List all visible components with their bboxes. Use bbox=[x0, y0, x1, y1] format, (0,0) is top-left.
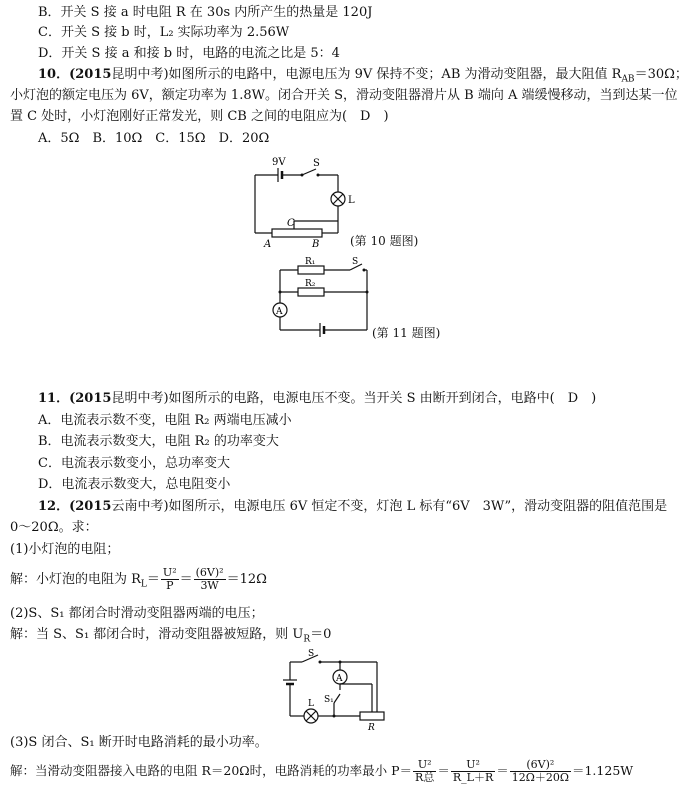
q12-s3-frac3: $\frac{\text{(6V)²}}{12\Omega+20\Omega}$ bbox=[511, 758, 569, 784]
q10-sub: AB bbox=[621, 74, 635, 85]
q12-s2-end: ＝0 bbox=[310, 627, 332, 642]
q12-line2: 0～20Ω。求： bbox=[10, 520, 98, 535]
q12-line1 bbox=[38, 498, 667, 516]
fig10-switch-label: S bbox=[313, 158, 320, 169]
fig11-ammeter-label: A bbox=[276, 307, 283, 317]
q12-s3-result: ＝1.125W bbox=[571, 763, 634, 778]
figure-11-caption: (第 11 题图) bbox=[372, 326, 441, 340]
q10-line3: 置 C 处时，小灯泡刚好正常发光，则 CB 之间的电阻应为( D ) bbox=[10, 109, 389, 124]
q11-number: 11． bbox=[38, 391, 70, 406]
q10-line2: 小灯泡的额定电压为 6V，额定功率为 1.8W。闭合开关 S，滑动变阻器滑片从 B 端向 A 端缓慢移动，当到达某一位 bbox=[10, 88, 678, 103]
fig10-b-label: B bbox=[312, 239, 320, 250]
fig11-r1-label: R₁ bbox=[305, 257, 316, 267]
figure-11-circuit bbox=[262, 258, 372, 340]
q12-part1: (1)小灯泡的电阻； bbox=[10, 542, 120, 557]
fig10-a-label: A bbox=[264, 239, 272, 250]
option-d-prev: D．开关 S 接 a 和接 b 时，电路的电流之比是 5：4 bbox=[38, 46, 340, 61]
fig12-r-label: R bbox=[368, 723, 375, 733]
q12-source-year: (2015 bbox=[69, 499, 112, 514]
q11-text: 昆明中考)如图所示的电路，电源电压不变。当开关 S 由断开到闭合，电路中( D ) bbox=[111, 391, 597, 406]
figure-12-circuit bbox=[272, 648, 392, 733]
q12-s2-text: 解：当 S、S₁ 都闭合时，滑动变阻器被短路，则 U bbox=[10, 627, 304, 642]
q12-s3-frac1: $\frac{\text{U²}}{\text{R总}}$ bbox=[415, 758, 435, 784]
q12-s1-result: ＝12Ω bbox=[226, 572, 267, 587]
q10-options: A．5Ω B．10Ω C．15Ω D．20Ω bbox=[38, 131, 270, 146]
q11-source-year: (2015 bbox=[69, 391, 112, 406]
fig11-switch-label: S bbox=[352, 257, 359, 267]
q12-part3: (3)S 闭合、S₁ 断开时电路消耗的最小功率。 bbox=[10, 735, 268, 750]
q12-s3-pre: 解：当滑动变阻器接入电路的电阻 R＝20Ω时，电路消耗的功率最小 P＝ bbox=[10, 763, 413, 778]
q12-part2: (2)S、S₁ 都闭合时滑动变阻器两端的电压； bbox=[10, 606, 264, 621]
q12-number: 12． bbox=[38, 499, 70, 514]
q10-text1-end: ＝30Ω； bbox=[634, 67, 688, 82]
fig11-r2-label: R₂ bbox=[305, 279, 316, 289]
q12-solution2 bbox=[10, 626, 331, 649]
q11-option-c: C．电流表示数变小，总功率变大 bbox=[38, 456, 230, 471]
q10-line1 bbox=[38, 66, 688, 89]
q10-source-year: (2015 bbox=[69, 67, 112, 82]
fig10-c-label: C bbox=[287, 218, 295, 229]
q12-s1-frac2: $\frac{\text{(6V)²}}{3W}$ bbox=[195, 566, 224, 592]
fig10-voltage-label: 9V bbox=[272, 157, 286, 168]
q10-number: 10． bbox=[38, 67, 70, 82]
q10-text1: 昆明中考)如图所示的电路中，电源电压为 9V 保持不变；AB 为滑动变阻器，最大阻值 R bbox=[111, 67, 622, 82]
q12-s1-frac1: $\frac{\text{U²}}{P}$ bbox=[162, 566, 177, 592]
q12-solution1: 解：小灯泡的电阻为 $R_L=$ $\frac{\text{U²}}{P}$ ＝ $\frac{\text{(6V)²}}{3W}$ ＝12Ω bbox=[10, 566, 267, 592]
option-b-prev: B．开关 S 接 a 时电阻 R 在 30s 内所产生的热量是 120J bbox=[38, 5, 373, 20]
q12-solution3: 解：当滑动变阻器接入电路的电阻 R＝20Ω时，电路消耗的功率最小 P＝ $\frac{\text{U²}}{\text{R总}}$ ＝ $\frac{\text{U²}}{R\_L+R}$ ＝ $\frac{\text{(6V)²}}{12\Omega+20\Omega}$ ＝1.125W bbox=[10, 758, 634, 784]
fig10-lamp-label: L bbox=[348, 195, 355, 206]
q11-option-b: B．电流表示数变大，电阻 R₂ 的功率变大 bbox=[38, 434, 279, 449]
fig12-lamp-label: L bbox=[308, 699, 314, 709]
fig12-s1-label: S₁ bbox=[324, 695, 334, 705]
q12-s3-frac2: $\frac{\text{U²}}{R\_L+R}$ bbox=[452, 758, 494, 784]
fig12-ammeter-label: A bbox=[336, 674, 343, 684]
q11-option-a: A．电流表示数不变，电阻 R₂ 两端电压减小 bbox=[38, 413, 292, 428]
option-c-prev: C．开关 S 接 b 时，L₂ 实际功率为 2.56W bbox=[38, 25, 290, 40]
q12-s1-sub: L bbox=[140, 579, 147, 590]
fig12-switch-label: S bbox=[308, 649, 315, 659]
q12-text: 云南中考)如图所示，电源电压 6V 恒定不变，灯泡 L 标有“6V 3W”，滑动变阻器的阻值范围是 bbox=[111, 499, 668, 514]
q12-s1-eq: ＝ bbox=[146, 572, 160, 587]
q11-option-d: D．电流表示数变大，总电阻变小 bbox=[38, 477, 231, 492]
q11-line1 bbox=[38, 390, 596, 408]
q12-s1-pre: 解：小灯泡的电阻为 R bbox=[10, 572, 141, 587]
figure-10-caption: (第 10 题图) bbox=[350, 234, 419, 248]
q12-s2-sub: R bbox=[303, 634, 311, 645]
